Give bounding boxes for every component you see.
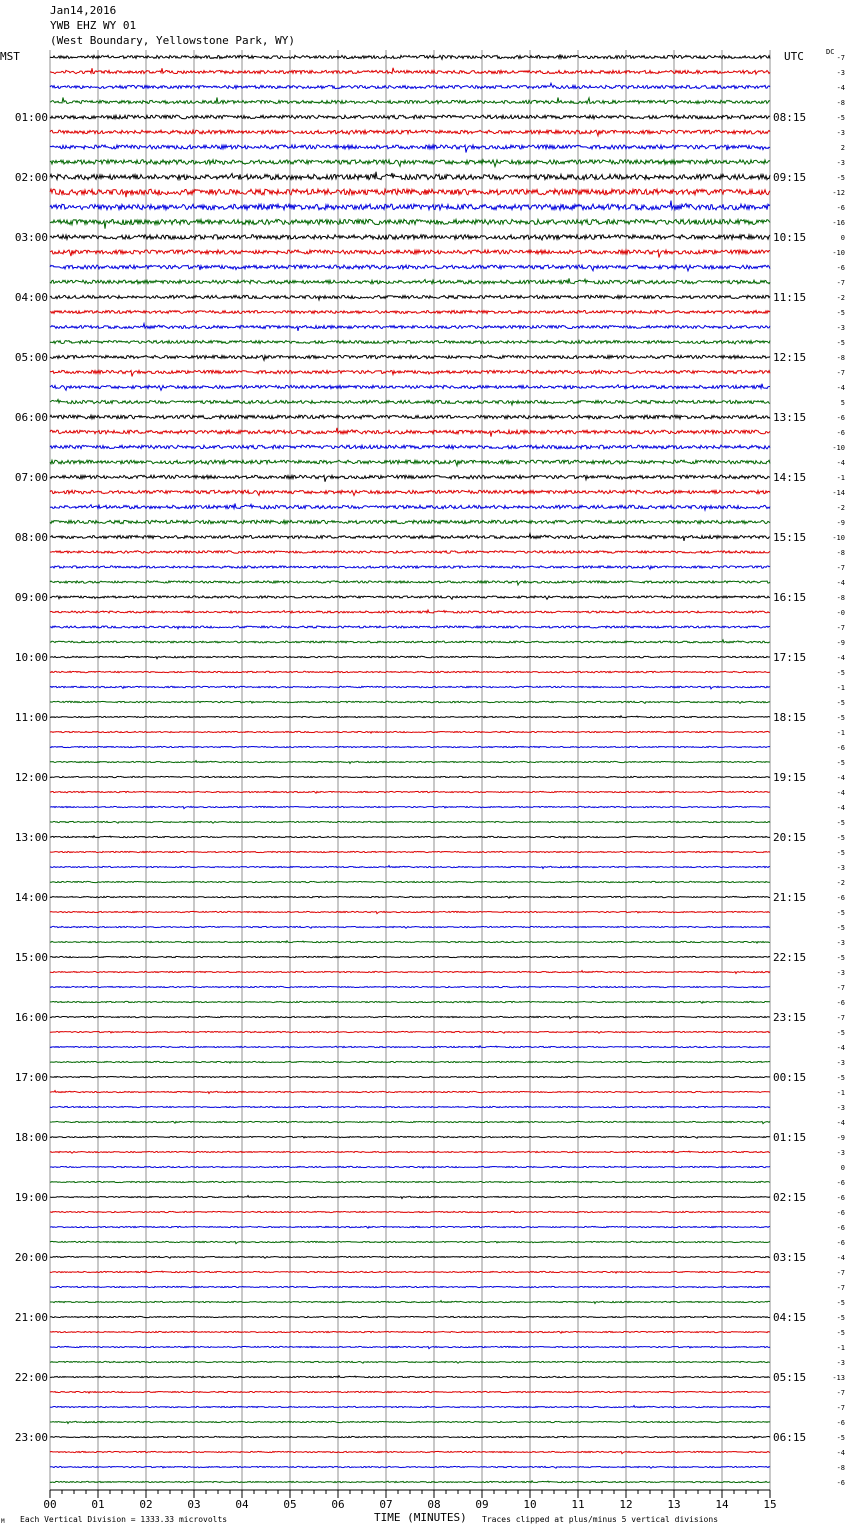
dc-offset-value: -10 [832, 534, 845, 542]
trace-line [50, 1391, 770, 1393]
dc-offset-value: -7 [836, 279, 845, 287]
trace-line [50, 821, 770, 823]
right-hour-label: 00:15 [773, 1071, 807, 1084]
dc-offset-value: -1 [836, 1089, 845, 1097]
dc-offset-value: -2 [836, 879, 845, 887]
trace-line [50, 626, 770, 629]
left-hour-label: 12:00 [14, 771, 48, 784]
x-tick-label: 02 [139, 1498, 153, 1511]
trace-line [50, 1136, 770, 1138]
dc-offset-value: -3 [836, 159, 845, 167]
dc-offset-value: -6 [836, 429, 845, 437]
trace-line [50, 504, 770, 511]
right-hour-label: 19:15 [773, 771, 807, 784]
trace-line [50, 1301, 770, 1304]
dc-offset-value: -3 [836, 1149, 845, 1157]
dc-offset-value: -5 [836, 1029, 845, 1037]
trace-line [50, 731, 770, 733]
trace-line [50, 761, 770, 764]
dc-offset-value: -6 [836, 1224, 845, 1232]
trace-line [50, 1211, 770, 1212]
dc-offset-value: -6 [836, 414, 845, 422]
dc-offset-value: -3 [836, 69, 845, 77]
right-hour-label: 01:15 [773, 1131, 807, 1144]
dc-offset-value: -7 [836, 624, 845, 632]
dc-offset-value: -8 [836, 1464, 845, 1472]
time-axis [43, 1490, 776, 1511]
left-hour-label: 14:00 [14, 891, 48, 904]
trace-line [50, 1031, 770, 1033]
right-hour-label: 02:15 [773, 1191, 807, 1204]
x-tick-label: 13 [667, 1498, 681, 1511]
dc-offset-value: -6 [836, 1419, 845, 1427]
x-tick-label: 05 [283, 1498, 297, 1511]
dc-offset-value: -6 [836, 999, 845, 1007]
trace-line [50, 716, 770, 718]
trace-line [50, 68, 770, 74]
trace-line [50, 428, 770, 437]
trace-line [50, 1181, 770, 1182]
trace-line [50, 1406, 770, 1408]
left-hour-label: 06:00 [14, 411, 48, 424]
right-hour-label: 04:15 [773, 1311, 807, 1324]
dc-offset-value: 0 [840, 234, 845, 242]
x-tick-label: 03 [187, 1498, 201, 1511]
trace-line [50, 656, 770, 659]
trace-line [50, 370, 770, 376]
dc-offset-value: -9 [836, 1134, 845, 1142]
dc-offset-value: -5 [836, 954, 845, 962]
trace-line [50, 551, 770, 553]
dc-offset-value: -6 [836, 1239, 845, 1247]
trace-line [50, 836, 770, 838]
left-hour-label: 08:00 [14, 531, 48, 544]
trace-line [50, 1226, 770, 1228]
left-hour-label: 19:00 [14, 1191, 48, 1204]
trace-line [50, 115, 770, 119]
trace-line [50, 1286, 770, 1287]
trace-line [50, 1106, 770, 1107]
trace-line [50, 1061, 770, 1063]
dc-offset-value: 0 [840, 1164, 845, 1172]
trace-line [50, 415, 770, 419]
dc-offset-value: -4 [836, 1119, 845, 1127]
x-tick-label: 15 [763, 1498, 777, 1511]
right-hour-label: 09:15 [773, 171, 807, 184]
dc-offset-value: -3 [836, 129, 845, 137]
trace-line [50, 83, 770, 88]
trace-line [50, 265, 770, 271]
trace-line [50, 986, 770, 987]
trace-line [50, 881, 770, 882]
dc-offset-value: -8 [836, 99, 845, 107]
dc-offset-value: -3 [836, 969, 845, 977]
dc-offset-value: -7 [836, 1284, 845, 1292]
dc-offset-value: -7 [836, 1404, 845, 1412]
dc-offset-value: -7 [836, 54, 845, 62]
dc-offset-value: -7 [836, 1389, 845, 1397]
dc-offset-value: -7 [836, 564, 845, 572]
dc-offset-value: -7 [836, 1014, 845, 1022]
right-hour-label: 13:15 [773, 411, 807, 424]
trace-line [50, 219, 770, 228]
dc-offset-value: -5 [836, 819, 845, 827]
station-code: YWB EHZ WY 01 [50, 19, 137, 32]
dc-offset-value: -5 [836, 1074, 845, 1082]
left-hour-label: 04:00 [14, 291, 48, 304]
x-tick-label: 12 [619, 1498, 633, 1511]
trace-line [50, 1436, 770, 1438]
trace-line [50, 596, 770, 599]
trace-line [50, 956, 770, 957]
dc-offset-value: -5 [836, 834, 845, 842]
right-hour-label: 21:15 [773, 891, 807, 904]
dc-offset-value: -6 [836, 1479, 845, 1487]
trace-line [50, 971, 770, 974]
dc-offset-value: -16 [832, 219, 845, 227]
dc-offset-value: -4 [836, 459, 845, 467]
chart-date: Jan14,2016 [50, 4, 117, 17]
dc-offset-value: -5 [836, 669, 845, 677]
dc-offset-value: -3 [836, 1059, 845, 1067]
dc-offset-value: -7 [836, 1269, 845, 1277]
right-timezone-label: UTC [784, 50, 804, 63]
trace-line [50, 1346, 770, 1348]
right-hour-label: 22:15 [773, 951, 807, 964]
dc-offset-value: -7 [836, 369, 845, 377]
left-hour-label: 01:00 [14, 111, 48, 124]
dc-offset-value: -4 [836, 1044, 845, 1052]
dc-offset-value: -1 [836, 729, 845, 737]
left-hour-label: 15:00 [14, 951, 48, 964]
right-hour-label: 03:15 [773, 1251, 807, 1264]
right-hour-label: 14:15 [773, 471, 807, 484]
trace-line [50, 911, 770, 913]
dc-offset-value: -6 [836, 894, 845, 902]
right-hour-label: 11:15 [773, 291, 807, 304]
trace-line [50, 746, 770, 747]
left-hour-label: 05:00 [14, 351, 48, 364]
trace-line [50, 250, 770, 258]
x-tick-label: 10 [523, 1498, 537, 1511]
trace-line [50, 311, 770, 314]
dc-offset-value: -5 [836, 1434, 845, 1442]
dc-offset-value: -4 [836, 84, 845, 92]
trace-line [50, 1091, 770, 1094]
dc-offset-value: -5 [836, 849, 845, 857]
trace-line [50, 97, 770, 103]
dc-offset-value: -5 [836, 759, 845, 767]
dc-offset-value: -4 [836, 654, 845, 662]
dc-offset-value: -5 [836, 114, 845, 122]
dc-offset-value: -5 [836, 699, 845, 707]
dc-offset-value: -4 [836, 1449, 845, 1457]
trace-line [50, 1481, 770, 1483]
trace-line [50, 172, 770, 180]
trace-line [50, 400, 770, 405]
scale-note: Each Vertical Division = 1333.33 microvolts [20, 1515, 228, 1524]
dc-offset-value: -12 [832, 189, 845, 197]
dc-offset-value: -4 [836, 804, 845, 812]
right-hour-label: 20:15 [773, 831, 807, 844]
dc-offset-value: -1 [836, 474, 845, 482]
trace-line [50, 581, 770, 585]
left-hour-label: 23:00 [14, 1431, 48, 1444]
right-hour-label: 16:15 [773, 591, 807, 604]
trace-line [50, 1016, 770, 1018]
trace-line [50, 355, 770, 360]
trace-line [50, 1046, 770, 1048]
dc-offset-value: -2 [836, 504, 845, 512]
x-tick-label: 09 [475, 1498, 489, 1511]
dc-offset-value: -10 [832, 444, 845, 452]
dc-offset-value: -5 [836, 1314, 845, 1322]
dc-offset-value: 2 [840, 144, 845, 152]
trace-line [50, 295, 770, 300]
dc-offset-value: -6 [836, 264, 845, 272]
left-hour-label: 10:00 [14, 651, 48, 664]
dc-offset-value: -3 [836, 939, 845, 947]
trace-line [50, 1001, 770, 1003]
trace-line [50, 640, 770, 643]
trace-line [50, 201, 770, 210]
clip-note: Traces clipped at plus/minus 5 vertical divisions [482, 1515, 719, 1524]
station-location: (West Boundary, Yellowstone Park, WY) [50, 34, 296, 47]
x-tick-label: 04 [235, 1498, 249, 1511]
dc-offset-value: -7 [836, 984, 845, 992]
right-hour-label: 17:15 [773, 651, 807, 664]
dc-offset-value: -8 [836, 594, 845, 602]
dc-offset-value: -6 [836, 744, 845, 752]
trace-line [50, 1421, 770, 1423]
dc-offset-value: -6 [836, 1194, 845, 1202]
trace-line [50, 520, 770, 523]
left-hour-label: 17:00 [14, 1071, 48, 1084]
dc-offset-value: -5 [836, 1299, 845, 1307]
right-hour-label: 18:15 [773, 711, 807, 724]
right-hour-label: 08:15 [773, 111, 807, 124]
right-hour-label: 12:15 [773, 351, 807, 364]
trace-line [50, 896, 770, 898]
dc-offset-value: -5 [836, 1329, 845, 1337]
dc-offset-value: -5 [836, 714, 845, 722]
dc-offset-value: -5 [836, 309, 845, 317]
trace-line [50, 534, 770, 541]
trace-line [50, 851, 770, 852]
trace-line [50, 1196, 770, 1199]
trace-line [50, 1331, 770, 1333]
trace-line [50, 566, 770, 569]
trace-line [50, 1151, 770, 1153]
dc-offset-value: -9 [836, 519, 845, 527]
trace-line [50, 384, 770, 391]
dc-offset-value: -8 [836, 354, 845, 362]
trace-line [50, 490, 770, 495]
trace-line [50, 1271, 770, 1273]
x-tick-label: 00 [43, 1498, 57, 1511]
dc-offset-value: -6 [836, 204, 845, 212]
x-tick-label: 06 [331, 1498, 345, 1511]
dc-offset-value: -13 [832, 1374, 845, 1382]
x-axis-title: TIME (MINUTES) [374, 1511, 467, 1524]
seismic-traces [50, 54, 770, 1482]
left-hour-label: 02:00 [14, 171, 48, 184]
trace-line [50, 671, 770, 673]
dc-offset-value: -6 [836, 1209, 845, 1217]
right-hour-label: 15:15 [773, 531, 807, 544]
dc-offset-value: -4 [836, 774, 845, 782]
left-hour-label: 16:00 [14, 1011, 48, 1024]
dc-offset-value: -4 [836, 789, 845, 797]
trace-line [50, 686, 770, 689]
right-hour-label: 10:15 [773, 231, 807, 244]
dc-offset-value: -6 [836, 1179, 845, 1187]
dc-offset-value: -4 [836, 579, 845, 587]
dc-offset-value: -14 [832, 489, 845, 497]
left-timezone-label: MST [0, 50, 20, 63]
left-hour-label: 20:00 [14, 1251, 48, 1264]
trace-line [50, 278, 770, 284]
trace-line [50, 776, 770, 777]
dc-offset-value: -3 [836, 324, 845, 332]
trace-line [50, 806, 770, 808]
trace-line [50, 160, 770, 167]
trace-line [50, 1466, 770, 1468]
dc-offset-value: -1 [836, 1344, 845, 1352]
trace-line [50, 1316, 770, 1317]
dc-offset-value: -4 [836, 384, 845, 392]
dc-offset-value: -1 [836, 684, 845, 692]
dc-offset-header: DC [826, 48, 835, 56]
dc-offset-value: -3 [836, 1104, 845, 1112]
corner-mark: M [1, 1518, 5, 1525]
dc-offset-value: -3 [836, 864, 845, 872]
trace-line [50, 235, 770, 240]
trace-line [50, 1166, 770, 1168]
x-tick-label: 01 [91, 1498, 105, 1511]
trace-line [50, 1451, 770, 1453]
x-tick-label: 08 [427, 1498, 441, 1511]
trace-line [50, 941, 770, 943]
trace-line [50, 145, 770, 153]
trace-line [50, 1256, 770, 1258]
dc-offset-value: -2 [836, 294, 845, 302]
dc-offset-value: -3 [836, 1359, 845, 1367]
trace-line [50, 341, 770, 345]
left-hour-label: 11:00 [14, 711, 48, 724]
trace-line [50, 475, 770, 481]
trace-line [50, 54, 770, 59]
trace-line [50, 1361, 770, 1363]
dc-offset-value: -5 [836, 924, 845, 932]
right-hour-label: 06:15 [773, 1431, 807, 1444]
x-tick-label: 14 [715, 1498, 729, 1511]
trace-line [50, 610, 770, 613]
right-hour-label: 05:15 [773, 1371, 807, 1384]
dc-offset-value: -5 [836, 174, 845, 182]
left-hour-label: 22:00 [14, 1371, 48, 1384]
trace-line [50, 866, 770, 869]
x-tick-label: 11 [571, 1498, 585, 1511]
trace-line [50, 189, 770, 197]
trace-line [50, 701, 770, 703]
left-hour-label: 21:00 [14, 1311, 48, 1324]
trace-line [50, 926, 770, 928]
right-hour-label: 23:15 [773, 1011, 807, 1024]
left-hour-label: 18:00 [14, 1131, 48, 1144]
x-tick-label: 07 [379, 1498, 393, 1511]
trace-line [50, 324, 770, 331]
left-hour-label: 07:00 [14, 471, 48, 484]
trace-line [50, 460, 770, 466]
trace-line [50, 445, 770, 449]
dc-offset-value: -9 [836, 639, 845, 647]
trace-line [50, 1241, 770, 1243]
dc-offset-value: -0 [836, 609, 845, 617]
left-hour-label: 03:00 [14, 231, 48, 244]
left-hour-label: 13:00 [14, 831, 48, 844]
trace-line [50, 130, 770, 136]
trace-line [50, 1376, 770, 1378]
left-hour-label: 09:00 [14, 591, 48, 604]
dc-offset-value: -5 [836, 339, 845, 347]
dc-offset-value: -10 [832, 249, 845, 257]
trace-line [50, 791, 770, 793]
dc-offset-value: -4 [836, 1254, 845, 1262]
dc-offset-value: 5 [840, 399, 845, 407]
dc-offset-value: -8 [836, 549, 845, 557]
trace-line [50, 1076, 770, 1077]
dc-offset-value: -5 [836, 909, 845, 917]
trace-line [50, 1121, 770, 1123]
